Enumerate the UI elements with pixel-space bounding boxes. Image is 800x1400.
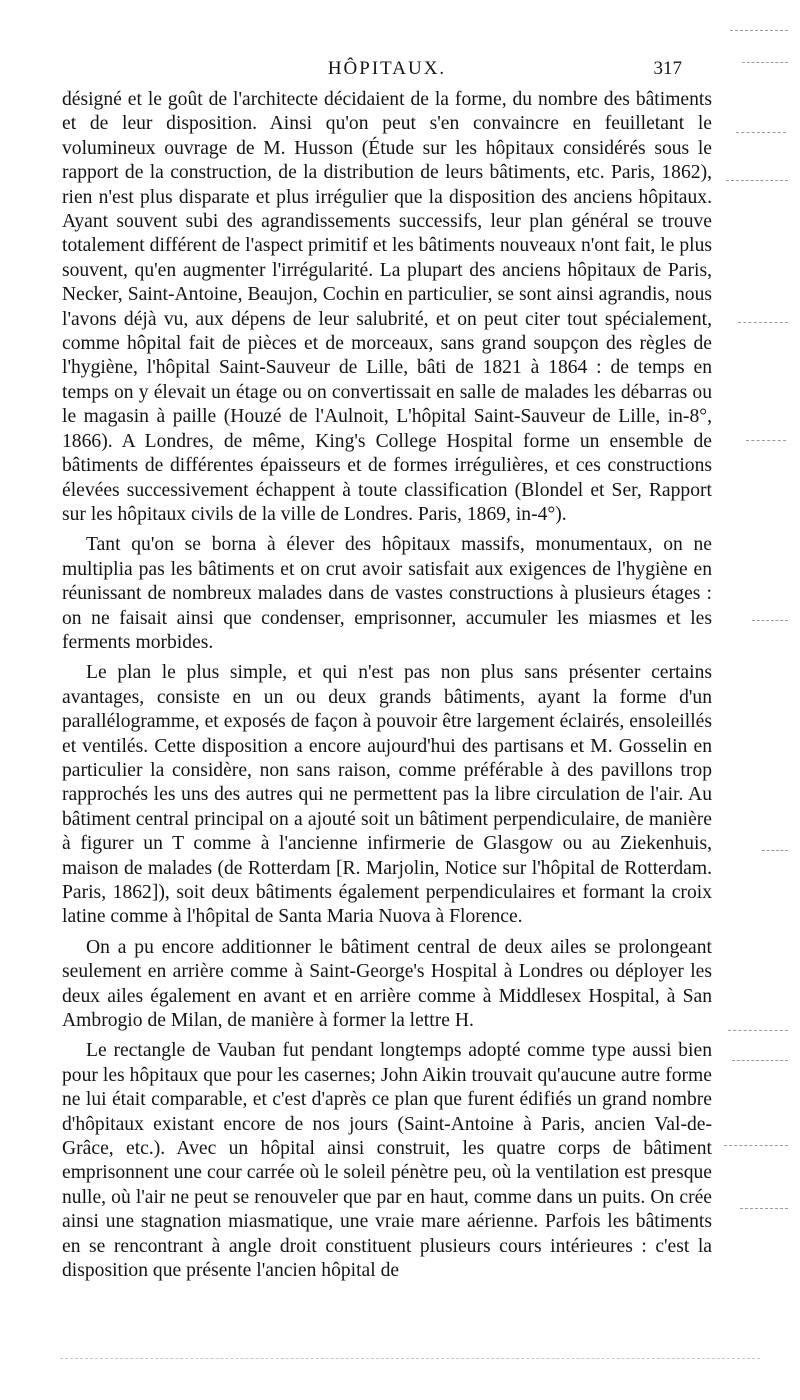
scan-mark <box>746 440 786 442</box>
scan-mark <box>736 132 786 134</box>
scan-mark <box>762 850 788 852</box>
scan-mark <box>728 1030 788 1032</box>
paragraph: Le plan le plus simple, et qui n'est pas non plus sans présenter certains avantages, consiste en un ou deux grands bâtiments, ayant la forme d'un parallélogramme, et exposés de façon à pouvoir être largement éclairés, ensoleillés et ventilés. Cette disposition a encore aujourd'hui des partisans et M. Gosselin en particulier la considère, non sans raison, comme préférable à des pavillons trop rapprochés les uns des autres qui ne permettent pas la libre circulation de l'air. Au bâtiment central principal on a ajouté soit un bâtiment perpendiculaire, de manière à figurer un T comme à l'ancienne infirmerie de Glasgow ou au Ziekenhuis, maison de malades (de Rotterdam [R. Marjolin, Notice sur l'hôpital de Rotterdam. Paris, 1862]), soit deux bâtiments également perpendiculaires et formant la croix latine comme à l'hôpital de Santa Maria Nuova à Florence. <box>62 662 712 928</box>
paragraph: On a pu encore additionner le bâtiment central de deux ailes se prolongeant seulement en arrière comme à Saint-George's Hospital à Londres ou déployer les deux ailes également en avant et en arrière comme à Middlesex Hospital, à San Ambrogio de Milan, de manière à former la lettre H. <box>62 936 712 1032</box>
paragraph: Tant qu'on se borna à élever des hôpitaux massifs, monumentaux, on ne multiplia pas les bâtiments et on crut avoir satisfait aux exigences de l'hygiène en réunissant de nombreux malades dans de vastes constructions à plusieurs étages : on ne faisait ainsi que condenser, emprisonner, accumuler les miasmes et les ferments morbides. <box>62 534 712 653</box>
scan-mark <box>726 180 788 182</box>
scan-mark <box>742 62 788 64</box>
scan-mark <box>732 1060 788 1062</box>
scan-mark <box>724 1145 788 1147</box>
body-text <box>62 88 712 1284</box>
scan-mark <box>752 620 788 622</box>
paragraph: désigné et le goût de l'architecte décidaient de la forme, du nombre des bâtiments et de leur disposition. Ainsi qu'on peut s'en convaincre en feuilletant le volumineux ouvrage de M. Husson (Étude sur les hôpitaux considérés sous le rapport de la construction, de la distribution de leurs bâtiments, etc. Paris, 1862), rien n'est plus disparate et plus irrégulier que la disposition des anciens hôpitaux. Ayant souvent subi des agrandissements successifs, leur plan général se trouve totalement différent de l'aspect primitif et les bâtiments nouveaux n'ont fait, le plus souvent, qu'en augmenter l'irrégularité. La plupart des anciens hôpitaux de Paris, Necker, Saint-Antoine, Beaujon, Cochin en particulier, se sont ainsi agrandis, nous l'avons déjà vu, aux dépens de leur salubrité, et on peut citer tout spécialement, comme hôpital fait de pièces et de morceaux, sans grand soupçon des règles de l'hygiène, l'hôpital Saint-Sauveur de Lille, bâti de 1821 à 1864 : de temps en temps on y élevait un étage ou on convertissait en salle de malades les débarras ou le magasin à paille (Houzé de l'Aulnoit, L'hôpital Saint-Sauveur de Lille, in-8°, 1866). A Londres, de même, King's College Hospital forme un ensemble de bâtiments de différentes épaisseurs et de formes irrégulières, et ces constructions élevées successivement échappent à toute classification (Blondel et Ser, Rapport sur les hôpitaux civils de la ville de Londres. Paris, 1869, in-4°). <box>62 89 712 525</box>
running-header <box>62 58 712 88</box>
book-page <box>62 58 712 1290</box>
page-number: 317 <box>653 58 682 79</box>
scan-margin-marks <box>722 0 800 1400</box>
paragraph: Le rectangle de Vauban fut pendant longtemps adopté comme type aussi bien pour les hôpitaux que pour les casernes; John Aikin trouvait qu'aucune autre forme ne lui était comparable, et c'est d'après ce plan que furent édifiés un grand nombre d'hôpitaux existant encore de nos jours (Saint-Antoine à Paris, ancien Val-de-Grâce, etc.). Avec un hôpital ainsi construit, les quatre corps de bâtiment emprisonnent une cour carrée où le soleil pénètre peu, où la ventilation est presque nulle, où l'air ne peut se renouveler que par en haut, comme dans un puits. On crée ainsi une stagnation miasmatique, une vraie mare aérienne. Parfois les bâtiments en se rencontrant à angle droit constituent plusieurs cours intérieures : c'est la disposition que présente l'ancien hôpital de <box>62 1040 712 1282</box>
running-title: HÔPITAUX. <box>327 58 447 79</box>
scan-mark <box>738 322 788 324</box>
scan-mark <box>730 30 788 32</box>
scan-bottom-mark <box>60 1358 760 1360</box>
scan-mark <box>740 1208 788 1210</box>
